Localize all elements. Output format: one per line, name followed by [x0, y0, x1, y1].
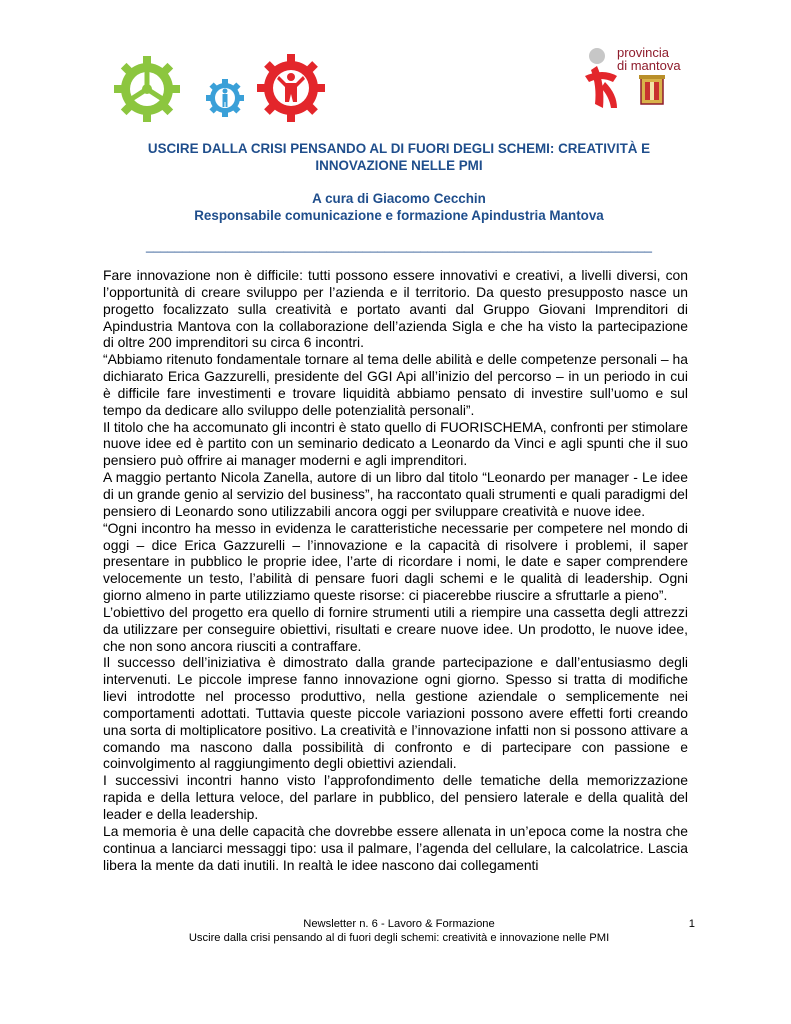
province-logo-line-2: di mantova — [617, 58, 681, 73]
page-number: 1 — [688, 918, 695, 930]
paragraph: “Abbiamo ritenuto fondamentale tornare al tema delle abilità e delle competenze personali – ha dichiarato Erica Gazzurelli, presidente del GGI Api all’inizio del percorso – in un periodo in cui è difficile fare investimenti e trovare liquidità abbiamo pensato di investire sull’uomo e sul tempo da dedicare allo sviluppo delle potenzialità personali”. — [103, 351, 688, 418]
provincia-mantova-logo — [583, 42, 693, 117]
page-footer — [103, 917, 695, 945]
paragraph: La memoria è una delle capacità che dovrebbe essere allenata in un’epoca come la nostra che continua a lanciarci messaggi tipo: usa il palmare, l’agenda del cellulare, la calcolatrice. Lascia libera la mente da dati inutili. In realtà le idee nascono dai collegamenti — [103, 822, 688, 873]
header-logos — [112, 50, 342, 130]
author-block — [103, 190, 695, 224]
paragraph: A maggio pertanto Nicola Zanella, autore di un libro dal titolo “Leonardo per manager - Le idee di un grande genio al servizio del business”, ha raccontato quali strumenti e quali paradigmi del pensiero di Leonardo sono utilizzabili ancora oggi per sviluppare creatività e nuove idee. — [103, 469, 688, 519]
blue-gear-icon — [205, 78, 245, 118]
paragraph: I successivi incontri hanno visto l’approfondimento delle tematiche della memorizzazione rapida e della lettura veloce, del parlare in pubblico, del pensiero laterale e della qualità del leader e della leadership. — [103, 772, 688, 822]
author-name: A cura di Giacomo Cecchin — [312, 191, 486, 206]
province-logo-text — [617, 46, 681, 72]
article-body — [103, 267, 688, 873]
footer-subtitle: Uscire dalla crisi pensando al di fuori degli schemi: creatività e innovazione nelle PMI — [188, 932, 610, 944]
province-logo-line-1: provincia — [617, 45, 670, 60]
paragraph: L’obiettivo del progetto era quello di fornire strumenti utili a riempire una cassetta degli attrezzi da utilizzare per conseguire obiettivi, risultati e creare nuove idee. Un prodotto, le nuove idee, che non sono ancora riusciti a contraffare. — [103, 603, 688, 654]
author-role: Responsabile comunicazione e formazione Apindustria Mantova — [194, 208, 604, 223]
separator-line: ______________________________________________________________________ — [145, 238, 653, 253]
footer-newsletter: Newsletter n. 6 - Lavoro & Formazione — [303, 918, 495, 930]
document-title: USCIRE DALLA CRISI PENSANDO AL DI FUORI DEGLI SCHEMI: CREATIVITÀ E INNOVAZIONE NELLE PMI — [147, 141, 651, 173]
red-gear-icon — [255, 52, 327, 124]
paragraph: Fare innovazione non è difficile: tutti possono essere innovativi e creativi, a livelli diversi, con l’opportunità di creare sviluppo per l’azienda e il territorio. Da questo presupposto nasce un progetto focalizzato sulla creatività e portato avanti dal Gruppo Giovani Imprenditori di Apindustria Mantova con la collaborazione dell’azienda Sigla e che ha visto la partecipazione di oltre 200 imprenditori su circa 6 incontri. — [103, 267, 688, 351]
paragraph: Il successo dell’iniziativa è dimostrato dalla grande partecipazione e dall’entusiasmo degli intervenuti. Le piccole imprese fanno innovazione ogni giorno. Spesso si tratta di modifiche lievi introdotte nel processo produttivo, nella gestione aziendale o semplicemente nei comportamenti adottati. Tuttavia queste piccole variazioni possono avere effetti forti creando una sorta di moltiplicatore positivo. La creatività e l’innovazione infatti non si possono attivare a comando ma nascono dalla possibilità di confronto e di partecipare con passione e coinvolgimento al raggiungimento degli obiettivi aziendali. — [103, 654, 688, 772]
paragraph: Il titolo che ha accomunato gli incontri è stato quello di FUORISCHEMA, confronti per stimolare nuove idee ed è partito con un seminario dedicato a Leonardo da Vinci e agli spunti che il suo pensiero può offrire ai manager moderni e agli imprenditori. — [103, 418, 688, 469]
green-gear-icon — [112, 54, 182, 124]
paragraph: “Ogni incontro ha messo in evidenza le caratteristiche necessarie per competere nel mondo di oggi – dice Erica Gazzurelli – l’innovazione e la capacità di risolvere i problemi, il saper presentare in pubblico le proprie idee, l’arte di ricordare i nomi, le date e saper comprendere velocemente un testo, l’abilità di pensare fuori dagli schemi e le qualità di leadership. Ogni giorno almeno in parte utilizziamo queste risorse: ci piacerebbe riuscire a sfruttarle a pieno”. — [103, 519, 688, 604]
